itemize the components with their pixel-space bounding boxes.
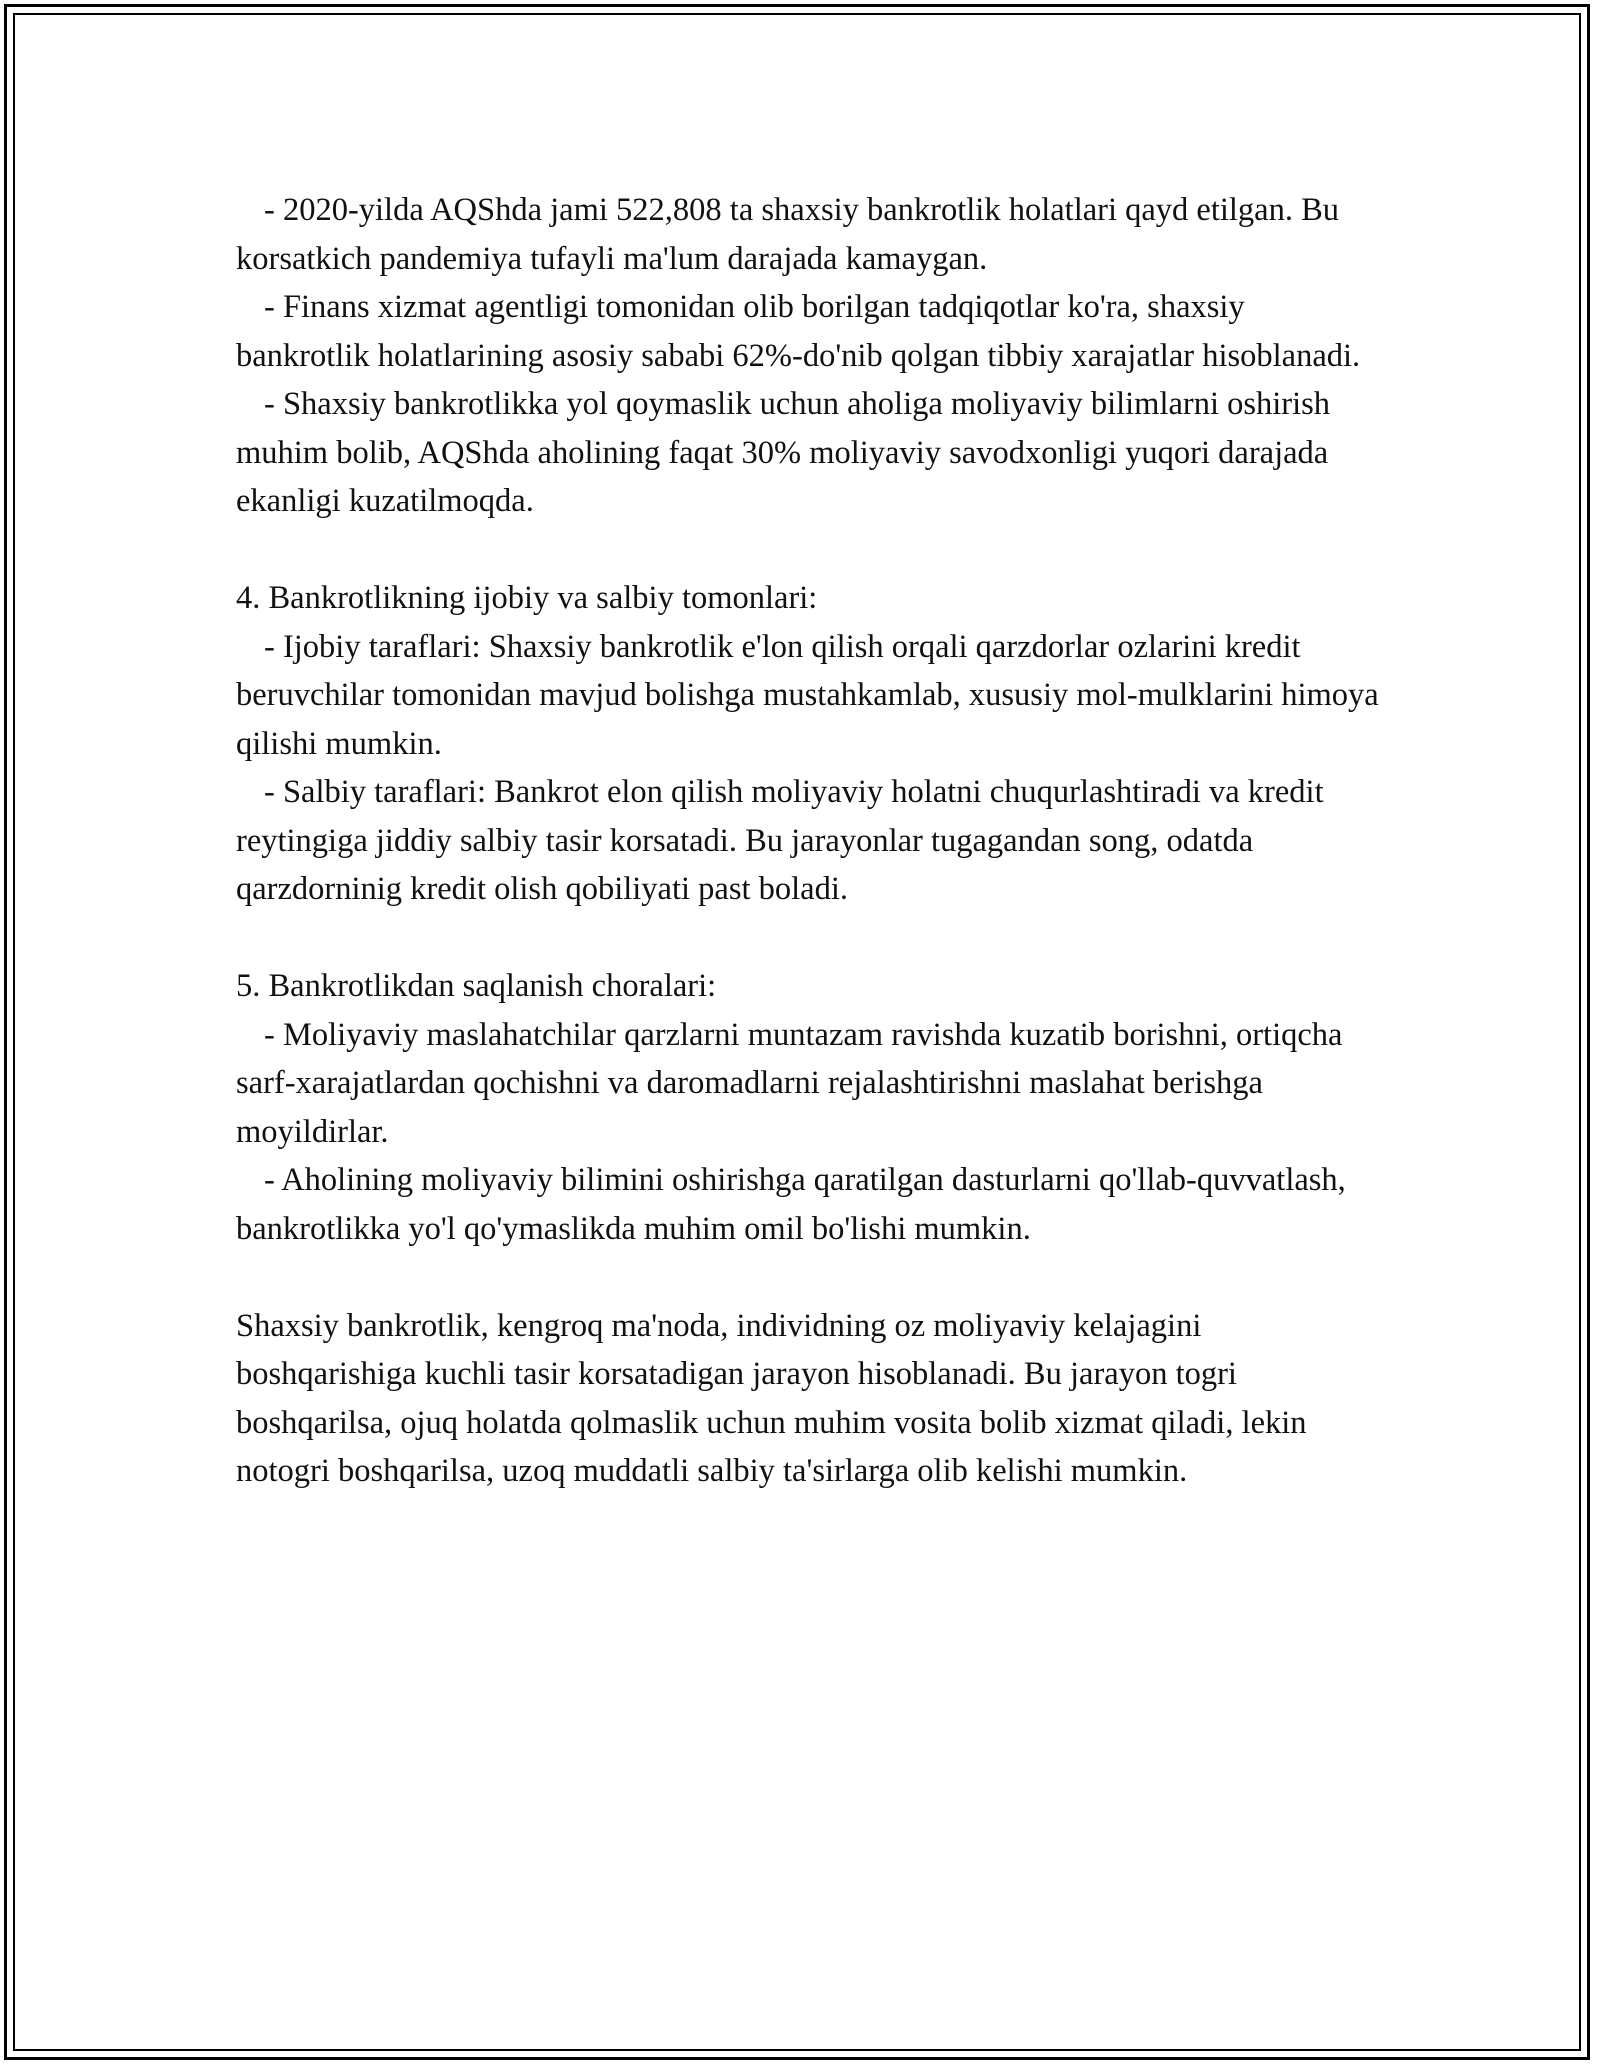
paragraph-gap: [236, 526, 1386, 575]
document-body: [236, 186, 1386, 1496]
list-item: - Shaxsiy bankrotlikka yol qoymaslik uchun aholiga moliyaviy bilimlarni oshirish muhim bolib, AQShda aholining faqat 30% moliyaviy savodxonligi yuqori darajada ekanligi kuzatilmoqda.: [236, 386, 1331, 519]
list-item: - Ijobiy taraflari: Shaxsiy bankrotlik e'lon qilish orqali qarzdorlar ozlarini kredit beruvchilar tomonidan mavjud bolishga mustahkamlab, xususiy mol-mulklarini himoya qilishi mumkin.: [236, 628, 1379, 762]
section-heading: 4. Bankrotlikning ijobiy va salbiy tomonlari:: [236, 580, 818, 616]
section-heading: 5. Bankrotlikdan saqlanish choralari:: [236, 968, 717, 1004]
list-item: - Aholining moliyaviy bilimini oshirishga qaratilgan dasturlarni qo'llab-quvvatlash, bankrotlikka yo'l qo'ymaslikda muhim omil bo'lishi mumkin.: [236, 1162, 1346, 1247]
conclusion-paragraph: Shaxsiy bankrotlik, kengroq ma'noda, individning oz moliyaviy kelajagini boshqarishiga kuchli tasir korsatadigan jarayon hisoblanadi. Bu jarayon togri boshqarilsa, ojuq holatda qolmaslik uchun muhim vosita bolib xizmat qiladi, lekin notogri boshqarilsa, uzoq muddatli salbiy ta'sirlarga olib kelishi mumkin.: [236, 1307, 1307, 1489]
list-item: - Moliyaviy maslahatchilar qarzlarni muntazam ravishda kuzatib borishni, ortiqcha sarf-xarajatlardan qochishni va daromadlarni rejalashtirishni maslahat berishga moyildirlar.: [236, 1016, 1343, 1150]
list-item: - Finans xizmat agentligi tomonidan olib borilgan tadqiqotlar ko'ra, shaxsiy bankrotlik holatlarining asosiy sababi 62%-do'nib qolgan tibbiy xarajatlar hisoblanadi.: [236, 289, 1361, 374]
list-item: - Salbiy taraflari: Bankrot elon qilish moliyaviy holatni chuqurlashtiradi va kredit reytingiga jiddiy salbiy tasir korsatadi. Bu jarayonlar tugagandan song, odatda qarzdorninig kredit olish qobiliyati past boladi.: [236, 774, 1324, 907]
paragraph-gap: [236, 914, 1386, 963]
list-item: - 2020-yilda AQShda jami 522,808 ta shaxsiy bankrotlik holatlari qayd etilgan. Bu korsatkich pandemiya tufayli ma'lum darajada kamaygan.: [236, 192, 1340, 277]
paragraph-gap: [236, 1253, 1386, 1302]
